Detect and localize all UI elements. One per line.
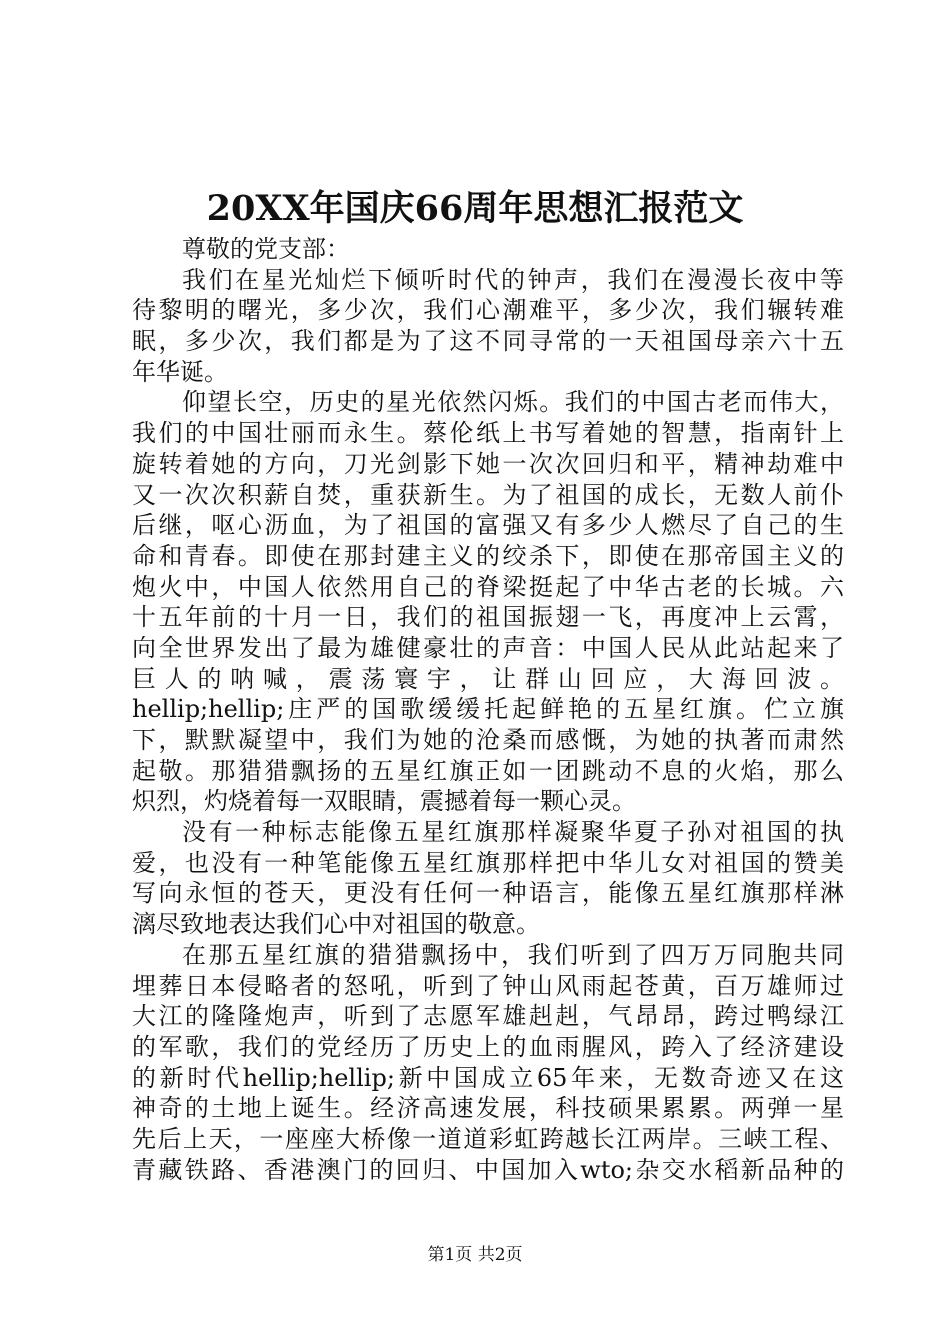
body-line: 写向永恒的苍天，更没有任何一种语言，能像五星红旗那样淋 [132,879,844,908]
body-line: 在那五星红旗的猎猎飘扬中，我们听到了四万万同胞共同 [182,940,844,969]
body-line: 眠，多少次，我们都是为了这不同寻常的一天祖国母亲六十五 [132,327,844,356]
body-line: 十五年前的十月一日，我们的祖国振翅一飞，再度冲上云霄， [132,603,844,632]
body-line: 埋葬日本侵略者的怒吼，听到了钟山风雨起苍黄，百万雄师过 [132,971,844,1000]
body-line: 没有一种标志能像五星红旗那样凝聚华夏子孙对祖国的执 [182,818,844,847]
body-line: 的军歌，我们的党经历了历史上的血雨腥风，跨入了经济建设 [132,1032,844,1061]
body-line: 我们的中国壮丽而永生。蔡伦纸上书写着她的智慧，指南针上 [132,419,844,448]
body-line: 的新时代hellip;hellip;新中国成立65年来，无数奇迹又在这 [132,1063,844,1092]
body-line: 巨人的呐喊，震荡寰宇，让群山回应，大海回波。 [132,664,844,693]
body-line: 先后上天，一座座大桥像一道道彩虹跨越长江两岸。三峡工程、 [132,1124,844,1153]
body-line: 我们在星光灿烂下倾听时代的钟声，我们在漫漫长夜中等 [182,265,844,294]
body-line: 向全世界发出了最为雄健豪壮的声音：中国人民从此站起来了 [132,633,844,662]
body-line: 炮火中，中国人依然用自己的脊梁挺起了中华古老的长城。六 [132,572,844,601]
body-line: hellip;hellip;庄严的国歌缓缓托起鲜艳的五星红旗。伫立旗 [132,695,844,724]
body-line: 爱，也没有一种笔能像五星红旗那样把中华儿女对祖国的赞美 [132,848,844,877]
body-line: 漓尽致地表达我们心中对祖国的敬意。 [132,910,540,939]
document-body [132,234,844,1185]
body-line: 青藏铁路、香港澳门的回归、中国加入wto;杂交水稻新品种的 [132,1155,844,1184]
body-line: 神奇的土地上诞生。经济高速发展，科技硕果累累。两弹一星 [132,1094,844,1123]
document-title: 20XX年国庆66周年思想汇报范文 [206,188,744,229]
body-line: 起敬。那猎猎飘扬的五星红旗正如一团跳动不息的火焰，那么 [132,756,844,785]
body-line: 仰望长空，历史的星光依然闪烁。我们的中国古老而伟大， [182,388,844,417]
body-line: 尊敬的党支部： [182,235,350,263]
body-line: 年华诞。 [132,357,228,386]
body-line: 又一次次积薪自焚，重获新生。为了祖国的成长，无数人前仆 [132,480,844,509]
body-line: 后继，呕心沥血，为了祖国的富强又有多少人燃尽了自己的生 [132,511,844,540]
body-line: 下，默默凝望中，我们为她的沧桑而感慨，为她的执著而肃然 [132,726,844,754]
body-line: 待黎明的曙光，多少次，我们心潮难平，多少次，我们辗转难 [132,296,844,325]
body-line: 大江的隆隆炮声，听到了志愿军雄赳赳，气昂昂，跨过鸭绿江 [132,1002,844,1031]
body-line: 炽烈，灼烧着每一双眼睛，震撼着每一颗心灵。 [132,787,636,816]
body-line: 旋转着她的方向，刀光剑影下她一次次回归和平，精神劫难中 [132,449,844,478]
body-line: 命和青春。即使在那封建主义的绞杀下，即使在那帝国主义的 [132,541,844,570]
page-footer: 第1页 共2页 [427,1245,523,1265]
